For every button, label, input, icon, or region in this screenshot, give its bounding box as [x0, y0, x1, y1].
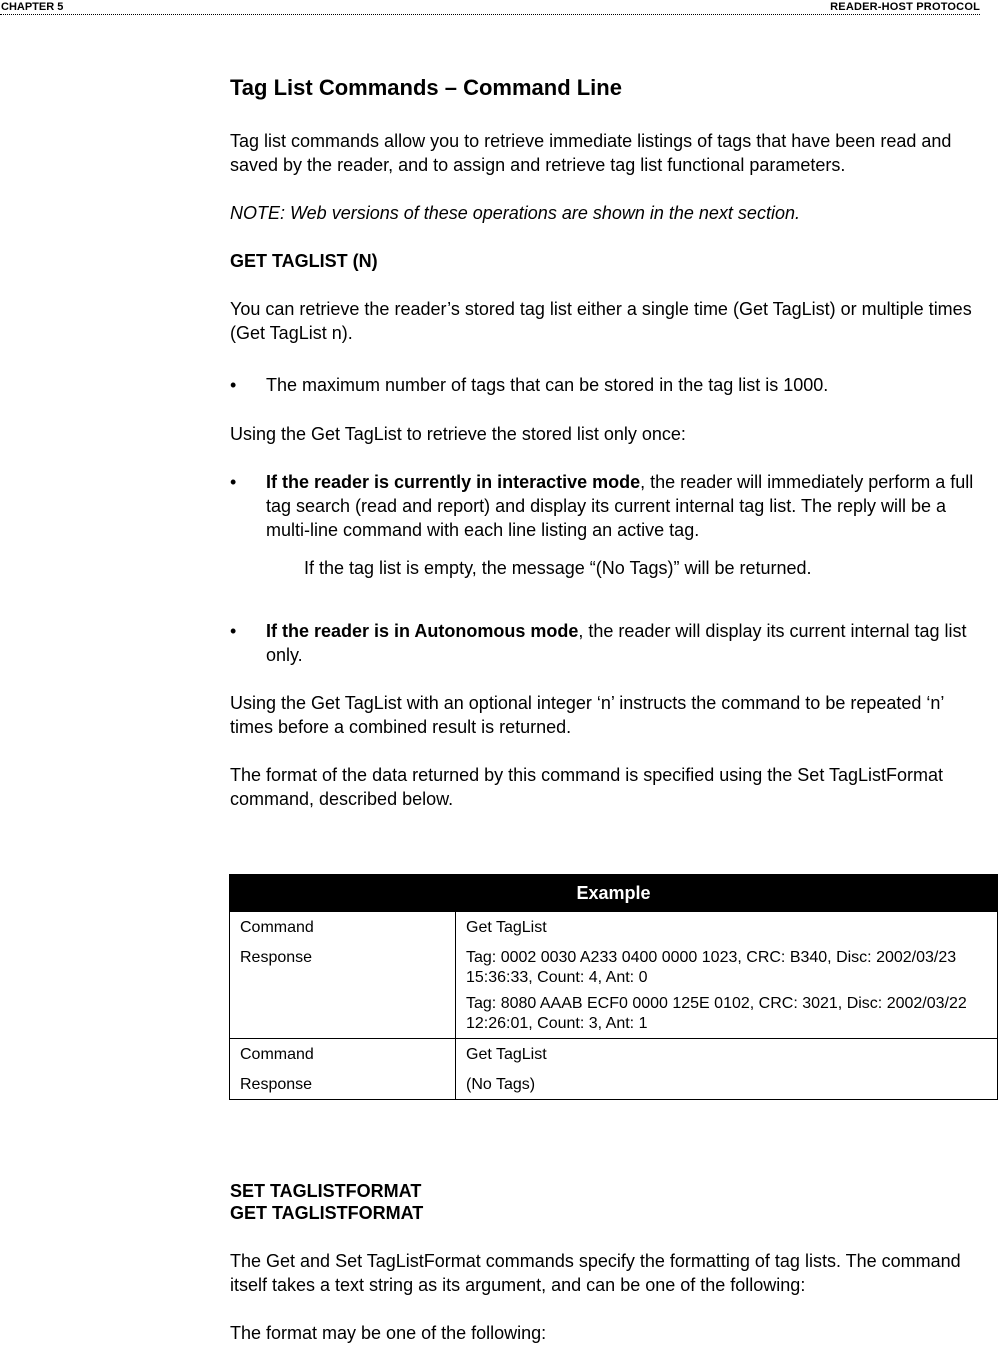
- format-description: The format of the data returned by this command is specified using the Set TagListFormat command, described below.: [230, 765, 944, 809]
- set-taglistformat-heading: SET TAGLISTFORMAT: [230, 1181, 422, 1201]
- row-value: Tag: 0002 0030 A233 0400 0000 1023, CRC: B340, Disc: 2002/03/23 15:36:33, Count: 4, Ant: 0: [466, 949, 957, 986]
- chapter-label: CHAPTER 5: [1, 1, 64, 13]
- interactive-mode-label: If the reader is currently in interactive mode: [266, 472, 641, 492]
- interactive-mode-text: , the reader will immediately perform a full tag search (read and report) and display its current internal tag list. The reply will be a multi-line command with each line listing an active tag.: [266, 472, 974, 540]
- empty-list-note: If the tag list is empty, the message “(No Tags)” will be returned.: [304, 558, 812, 578]
- row-label: Command: [240, 919, 314, 936]
- repeat-description: Using the Get TagList with an optional integer ‘n’ instructs the command to be repeated ‘n’ times before a combined result is returned.: [230, 693, 944, 737]
- taglistformat-section: [230, 1180, 990, 1345]
- table-row: [230, 942, 998, 1039]
- bullet-icon: •: [230, 375, 237, 395]
- list-item: [230, 470, 990, 542]
- intro-paragraph: Tag list commands allow you to retrieve immediate listings of tags that have been read and saved by the reader, and to assign and retrieve tag list functional parameters.: [230, 131, 952, 175]
- page-title: Tag List Commands – Command Line: [230, 75, 622, 100]
- max-tags-text: The maximum number of tags that can be stored in the tag list is 1000.: [266, 375, 829, 395]
- header-divider: [0, 14, 980, 15]
- list-item: [230, 373, 990, 397]
- section-label: READER-HOST PROTOCOL: [830, 1, 980, 13]
- row-value: Get TagList: [466, 919, 547, 936]
- row-label: Response: [240, 1076, 313, 1093]
- table-row: [230, 1069, 998, 1100]
- autonomous-mode-text: , the reader will display its current internal tag list only.: [266, 621, 967, 665]
- bullet-icon: •: [230, 472, 237, 492]
- format-options-intro: The format may be one of the following:: [230, 1323, 547, 1343]
- row-value: (No Tags): [466, 1076, 536, 1093]
- list-item: [230, 619, 990, 667]
- get-taglistformat-heading: GET TAGLISTFORMAT: [230, 1203, 424, 1223]
- taglistformat-description: The Get and Set TagListFormat commands specify the formatting of tag lists. The command itself takes a text string as its argument, and can be one of the following:: [230, 1251, 961, 1295]
- get-taglist-description: You can retrieve the reader’s stored tag list either a single time (Get TagList) or multiple times (Get TagList n).: [230, 299, 972, 343]
- table-row: [230, 912, 998, 943]
- page-content: [230, 74, 990, 811]
- row-value-2: Tag: 8080 AAAB ECF0 0000 125E 0102, CRC: 3021, Disc: 2002/03/22 12:26:01, Count: 3, Ant: 1: [466, 995, 967, 1032]
- example-table: [229, 874, 998, 1100]
- get-taglist-heading: GET TAGLIST (N): [230, 251, 378, 271]
- row-value: Get TagList: [466, 1046, 547, 1063]
- retrieve-once-text: Using the Get TagList to retrieve the stored list only once:: [230, 424, 686, 444]
- row-label: Command: [240, 1046, 314, 1063]
- note-paragraph: NOTE: Web versions of these operations are shown in the next section.: [230, 203, 800, 223]
- autonomous-mode-label: If the reader is in Autonomous mode: [266, 621, 579, 641]
- row-label: Response: [240, 949, 313, 966]
- table-row: [230, 1039, 998, 1070]
- example-table-title: Example: [230, 875, 998, 912]
- bullet-icon: •: [230, 621, 237, 641]
